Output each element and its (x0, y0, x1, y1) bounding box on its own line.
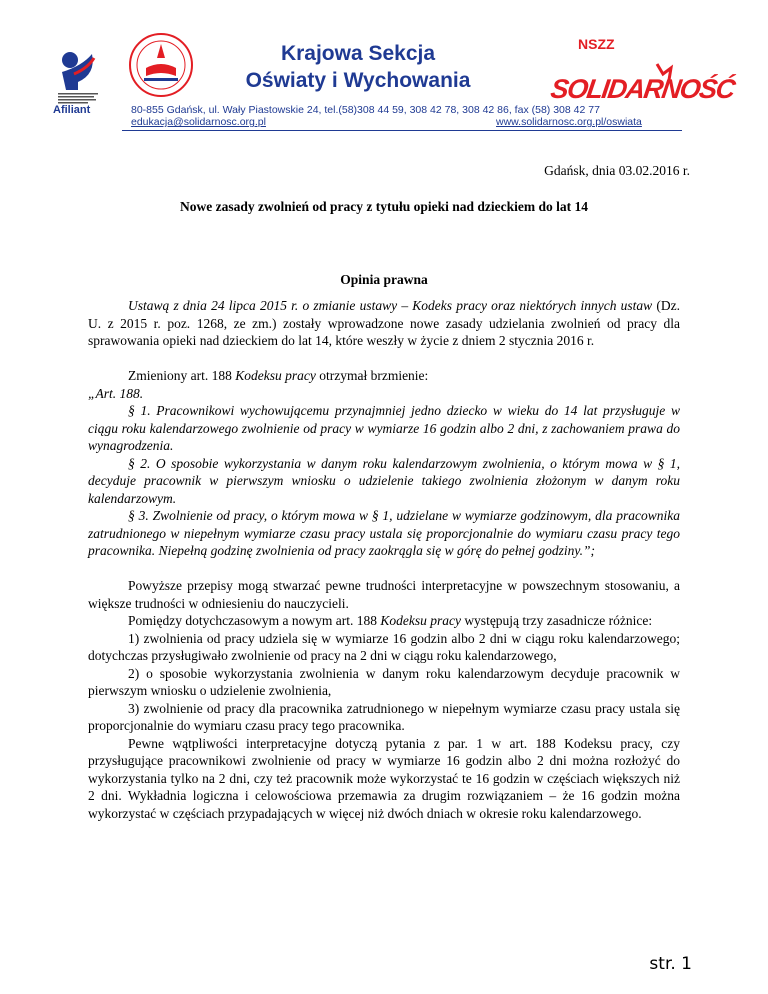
solidarnosc-logo (548, 60, 737, 106)
education-international-logo (52, 44, 104, 106)
organization-title-line1: Krajowa Sekcja (280, 42, 436, 65)
article-heading: „Art. 188. (88, 385, 144, 401)
list-item-2: 2) o sposobie wykorzystania zwolnienia w danym roku kalendarzowym decyduje pracownik w pierwszym wniosku o udzielenie zwolnienia, (88, 665, 680, 698)
article-paragraph-1: § 1. Pracownikowi wychowującemu przynajmniej jedno dziecko w wieku do 14 lat przysługuje w ciągu roku kalendarzowego zwolnienie od pracy w wymiarze 16 godzin albo 2 dni, z zachowaniem prawa do wynagrodzenia. (88, 403, 680, 453)
nszz-label: NSZZ (578, 36, 615, 52)
solidarnosc-logo-text: SOLIDARNOŚĆ (548, 73, 737, 104)
organization-title-line2: Oświaty i Wychowania (245, 69, 471, 92)
header-divider (122, 130, 682, 131)
intro-paragraph (88, 297, 680, 350)
list-item-3: 3) zwolnienie od pracy dla pracownika zatrudnionego w niepełnym wymiarze czasu pracy ustala się proporcjonalnie do wymiaru czasu pracy tego pracownika. (88, 700, 680, 733)
email-link[interactable]: edukacja@solidarnosc.org.pl (131, 116, 266, 128)
differences-paragraph: Pomiędzy dotychczasowym a nowym art. 188 Kodeksu pracy występują trzy zasadnicze różnice: (128, 613, 653, 628)
list-item-1: 1) zwolnienia od pracy udziela się w wymiarze 16 godzin albo 2 dni w ciągu roku kalendarzowego; dotychczas przysługiwało zwolnienie od pracy na 2 dni w ciągu roku kalendarzowego, (88, 630, 680, 663)
document-subtitle: Opinia prawna (340, 272, 428, 287)
afiliant-label: Afiliant (53, 104, 91, 116)
document-date: Gdańsk, dnia 03.02.2016 r. (544, 163, 690, 178)
letterhead (0, 0, 768, 135)
document-title: Nowe zasady zwolnień od pracy z tytułu opieki nad dzieckiem do lat 14 (179, 199, 588, 214)
website-link[interactable]: www.solidarnosc.org.pl/oswiata (496, 116, 642, 128)
difficulties-paragraph: Powyższe przepisy mogą stwarzać pewne trudności interpretacyjne w powszechnym stosowaniu, a większe trudności w odniesieniu do nauczycieli. (88, 578, 680, 611)
article-paragraph-2: § 2. O sposobie wykorzystania w danym roku kalendarzowym zwolnienia, o którym mowa w § 1, decyduje pracownik w pierwszym wniosku o udzielenie takiego zwolnienia złożonym w danym roku kalendarzowym. (88, 455, 680, 506)
intro-text: (Dz. U. z 2015 r. poz. 1268, ze zm.) zostały wprowadzone nowe zasady udzielania zwolnień od pracy dla sprawowania opieki nad dzieckiem do lat 14, które weszły w życie z dniem 2 stycznia 2016 r. (88, 298, 680, 348)
article-intro-italic: Kodeksu pracy (235, 368, 316, 383)
article-intro-b: otrzymał brzmienie: (315, 368, 429, 383)
page-number: str. 1 (649, 954, 692, 974)
organization-title (208, 40, 508, 94)
section-emblem-logo (128, 32, 194, 98)
article-paragraph-3: § 3. Zwolnienie od pracy, o którym mowa w § 1, udzielane w wymiarze godzinowym, dla pracownika zatrudnionego w niepełnym wymiarze czasu pracy ustala się proporcjonalnie do wymiaru czasu pracy tego pracownika. Niepełną godzinę zwolnienia od pracy zaokrągla się w górę do pełnej godziny.”; (88, 508, 680, 558)
document-body (88, 297, 680, 822)
doubts-paragraph: Pewne wątpliwości interpretacyjne dotyczą pytania z par. 1 w art. 188 Kodeksu pracy, czy przysługujące pracownikowi zwolnienie od pracy w wymiarze 16 godzin albo 2 dni można rozłożyć do wykorzystania tylko na 2 dni, czy też pracownik może wykorzystać te 16 godzin w częściach większych niż 2 dni. Wykładnia logiczna i celowościowa przemawia za drugim rozwiązaniem – że 16 godzin można wykorzystać w częściach przypadających w więcej niż dwóch dniach w okresie roku kalendarzowego. (88, 735, 680, 821)
article-intro (88, 367, 680, 385)
article-intro-a: Zmieniony art. 188 (128, 368, 236, 383)
address-line: 80-855 Gdańsk, ul. Wały Piastowskie 24, tel.(58)308 44 59, 308 42 78, 308 42 86, fax (58) 308 42 77 (131, 104, 600, 116)
statute-name: Ustawą z dnia 24 lipca 2015 r. o zmianie ustawy – Kodeks pracy oraz niektórych innych ustaw (128, 298, 653, 313)
